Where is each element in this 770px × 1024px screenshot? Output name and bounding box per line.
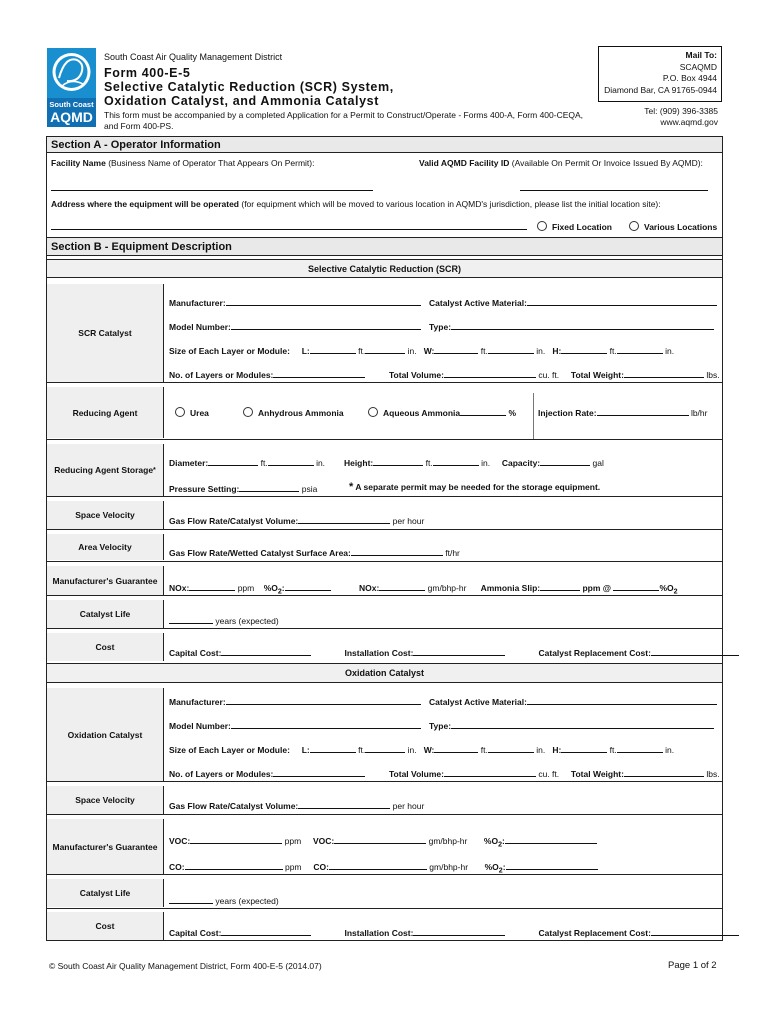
mail-title: Mail To: [685, 50, 717, 60]
oxid-active-material-field[interactable]: Catalyst Active Material: [429, 696, 717, 707]
scr-layers-row[interactable]: No. of Layers or Modules: Total Volume: cu. ft. Total Weight: lbs. [169, 370, 720, 380]
facility-name-label: Facility Name (Business Name of Operator That Appears On Permit): [51, 158, 315, 168]
separate-permit-note: * A separate permit may be needed for the storage equipment. [349, 481, 601, 493]
oxid-space-velocity-field[interactable]: Gas Flow Rate/Catalyst Volume: per hour [169, 801, 425, 811]
aqueous-ammonia-radio[interactable]: Aqueous Ammonia % [368, 407, 516, 418]
radio-icon [368, 407, 378, 417]
area-velocity-field[interactable]: Gas Flow Rate/Wetted Catalyst Surface Area: ft/hr [169, 548, 460, 558]
oxid-cost-label: Cost [47, 912, 164, 940]
scr-size-row[interactable]: Size of Each Layer or Module: L: ft. in. W: ft. in. H: ft. in. [169, 346, 675, 356]
space-velocity-label: Space Velocity [47, 501, 164, 529]
oxid-catalyst-life-label: Catalyst Life [47, 879, 164, 907]
oxid-model-number-field[interactable]: Model Number: [169, 720, 421, 731]
scr-catalyst-life-label: Catalyst Life [47, 600, 164, 628]
title-line-1: Selective Catalytic Reduction (SCR) System, [104, 80, 394, 94]
scr-manufacturer-field[interactable]: Manufacturer: [169, 297, 421, 308]
urea-radio[interactable]: Urea [175, 407, 209, 418]
form-body [46, 136, 723, 941]
aqmd-logo [47, 48, 96, 127]
form-title [104, 66, 434, 108]
scr-catalyst-label: SCR Catalyst [47, 284, 164, 382]
oxid-voc-row[interactable]: VOC: ppm VOC: gm/bhp-hr $\%O_2$: [169, 835, 597, 849]
mail-to-box [598, 46, 722, 102]
address-label: Address where the equipment will be operated (for equipment which will be moved to various location in AQMD's jurisdiction, please list the initial location site): [51, 199, 661, 209]
title-line-2: Oxidation Catalyst, and Ammonia Catalyst [104, 94, 379, 108]
logo-text-top: South Coast [49, 100, 94, 109]
oxid-type-field[interactable]: Type: [429, 720, 714, 731]
section-b-header: Section B - Equipment Description [47, 238, 722, 256]
oxid-manufacturer-field[interactable]: Manufacturer: [169, 696, 421, 707]
contact-info [598, 106, 722, 128]
website-link[interactable]: www.aqmd.gov [660, 117, 718, 127]
scr-active-material-field[interactable]: Catalyst Active Material: [429, 297, 717, 308]
oxid-co-row[interactable]: CO: ppm CO: gm/bhp-hr $\%O_2$: [169, 861, 598, 875]
scr-guarantee-label: Manufacturer's Guarantee [47, 566, 164, 595]
section-a-header: Section A - Operator Information [47, 137, 722, 153]
scr-guarantee-row[interactable]: NOx: ppm $\%O_2$: NOx: gm/bhp-hr Ammonia Slip: ppm @ $\%O_2$ [169, 583, 678, 596]
area-velocity-label: Area Velocity [47, 534, 164, 560]
fixed-location-radio[interactable]: Fixed Location [537, 221, 612, 232]
scr-model-number-field[interactable]: Model Number: [169, 321, 421, 332]
logo-text-bottom: AQMD [50, 109, 93, 125]
scr-type-field[interactable]: Type: [429, 321, 714, 332]
reducing-agent-storage-label: Reducing Agent Storage * [47, 444, 164, 496]
radio-icon [537, 221, 547, 231]
scr-space-velocity-field[interactable]: Gas Flow Rate/Catalyst Volume: per hour [169, 516, 425, 526]
oxid-catalyst-life-field[interactable]: years (expected) [169, 895, 279, 906]
oxid-layers-row[interactable]: No. of Layers or Modules: Total Volume: cu. ft. Total Weight: lbs. [169, 769, 720, 779]
facility-name-input[interactable] [51, 190, 373, 191]
address-input[interactable] [51, 229, 527, 230]
scr-cost-label: Cost [47, 633, 164, 661]
storage-dimensions-row[interactable]: Diameter: ft. in. Height: ft. in. Capacity: gal [169, 458, 604, 468]
facility-id-input[interactable] [520, 190, 708, 191]
form-note: This form must be accompanied by a completed Application for a Permit to Construct/Operate - Forms 400-A, Form 400-CEQA, and Form 400-PS. [104, 110, 584, 131]
scr-catalyst-life-field[interactable]: years (expected) [169, 615, 279, 626]
footer-copyright: © South Coast Air Quality Management District, Form 400-E-5 (2014.07) [49, 961, 322, 971]
facility-id-label: Valid AQMD Facility ID (Available On Permit Or Invoice Issued By AQMD): [419, 158, 703, 168]
mail-line-1: SCAQMD [679, 61, 717, 72]
oxid-size-row[interactable]: Size of Each Layer or Module: L: ft. in. W: ft. in. H: ft. in. [169, 745, 675, 755]
radio-icon [175, 407, 185, 417]
scr-subheader: Selective Catalytic Reduction (SCR) [47, 259, 722, 278]
anhydrous-ammonia-radio[interactable]: Anhydrous Ammonia [243, 407, 344, 418]
page-number: Page 1 of 2 [668, 960, 717, 971]
pressure-setting-field[interactable]: Pressure Setting: psia [169, 484, 318, 494]
mail-line-3: Diamond Bar, CA 91765-0944 [604, 84, 717, 95]
injection-rate-field[interactable]: Injection Rate: lb/hr [538, 408, 708, 418]
oxid-space-velocity-label: Space Velocity [47, 786, 164, 814]
scr-cost-row[interactable]: Capital Cost: Installation Cost: Catalyst Replacement Cost: [169, 647, 739, 658]
mail-line-2: P.O. Box 4944 [662, 73, 717, 83]
oxidation-catalyst-label: Oxidation Catalyst [47, 688, 164, 781]
oxidation-subheader: Oxidation Catalyst [47, 663, 722, 683]
form-number: Form 400-E-5 [104, 66, 191, 80]
reducing-agent-label: Reducing Agent [47, 387, 164, 438]
vertical-divider [533, 393, 534, 439]
telephone: Tel: (909) 396-3385 [644, 106, 718, 116]
oxid-guarantee-label: Manufacturer's Guarantee [47, 819, 164, 874]
oxid-cost-row[interactable]: Capital Cost: Installation Cost: Catalyst Replacement Cost: [169, 927, 739, 938]
radio-icon [243, 407, 253, 417]
various-locations-radio[interactable]: Various Locations [629, 221, 717, 232]
district-name: South Coast Air Quality Management District [104, 52, 283, 62]
radio-icon [629, 221, 639, 231]
